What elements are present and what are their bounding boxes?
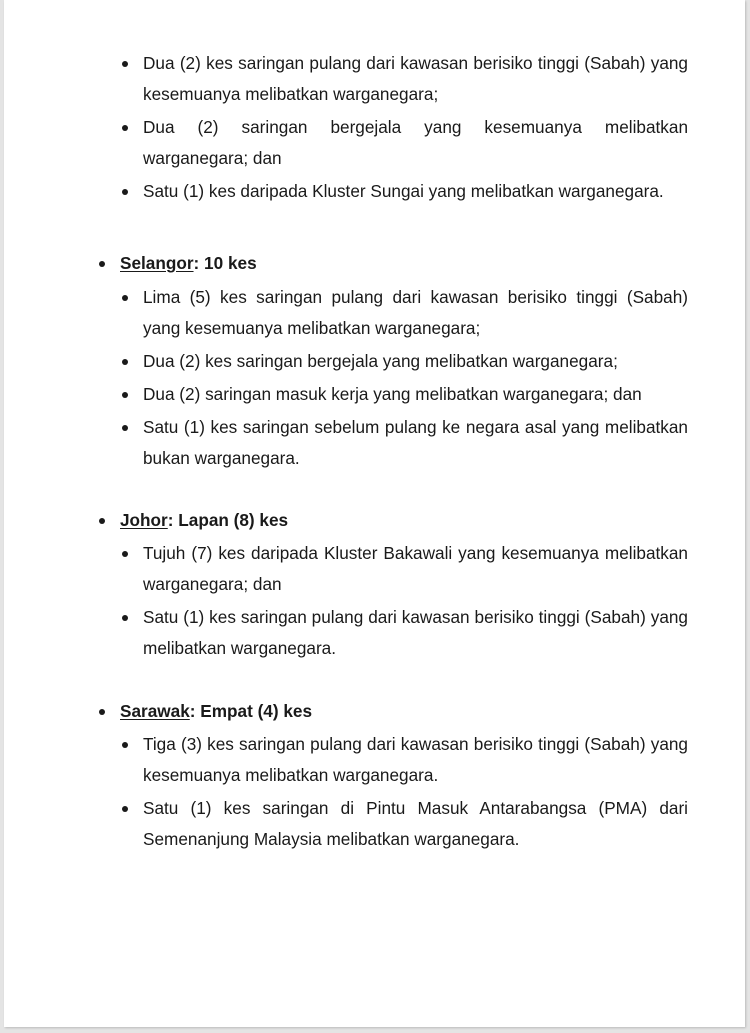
list-item-text: Dua (2) kes saringan pulang dari kawasan berisiko tinggi (Sabah) yang kesemuanya melibatkan warganegara; [143, 53, 688, 104]
list-item-text: Dua (2) kes saringan bergejala yang melibatkan warganegara; [143, 351, 618, 371]
state-heading [4, 248, 745, 279]
list-item-text: Tujuh (7) kes daripada Kluster Bakawali yang kesemuanya melibatkan warganegara; dan [143, 543, 688, 594]
selangor-case-list [4, 282, 745, 476]
list-item-text: Satu (1) kes saringan di Pintu Masuk Antarabangsa (PMA) dari Semenanjung Malaysia melibatkan warganegara. [143, 798, 688, 849]
state-separator: : [167, 510, 174, 530]
list-item [4, 602, 745, 664]
bullet-icon [122, 742, 128, 748]
state-name: Johor [120, 510, 168, 530]
sarawak-case-list [4, 729, 745, 857]
list-item-text: Tiga (3) kes saringan pulang dari kawasan berisiko tinggi (Sabah) yang kesemuanya melibatkan warganegara. [143, 734, 688, 785]
list-item [4, 48, 745, 110]
bullet-icon [122, 61, 128, 67]
bullet-icon [122, 392, 128, 398]
state-separator: : [193, 253, 200, 273]
state-name: Sarawak [120, 701, 190, 721]
list-item-text: Satu (1) kes saringan pulang dari kawasan berisiko tinggi (Sabah) yang melibatkan warganegara. [143, 607, 688, 658]
continued-case-list [4, 48, 745, 209]
list-item [4, 112, 745, 174]
state-heading [4, 696, 745, 727]
bullet-icon [122, 615, 128, 621]
list-item [4, 793, 745, 855]
list-item-text: Satu (1) kes saringan sebelum pulang ke negara asal yang melibatkan bukan warganegara. [143, 417, 688, 468]
bullet-icon [122, 359, 128, 365]
list-item [4, 346, 745, 377]
bullet-icon [99, 709, 105, 715]
bullet-icon [122, 425, 128, 431]
bullet-icon [99, 261, 105, 267]
bullet-icon [122, 125, 128, 131]
list-item [4, 176, 745, 207]
list-item [4, 729, 745, 791]
list-item [4, 379, 745, 410]
list-item [4, 282, 745, 344]
state-case-count: 10 kes [199, 253, 257, 273]
bullet-icon [122, 189, 128, 195]
bullet-icon [122, 295, 128, 301]
bullet-icon [99, 518, 105, 524]
state-section-selangor [4, 248, 745, 279]
list-item-text: Satu (1) kes daripada Kluster Sungai yang melibatkan warganegara. [143, 181, 664, 201]
state-name: Selangor [120, 253, 194, 273]
list-item-text: Lima (5) kes saringan pulang dari kawasan berisiko tinggi (Sabah) yang kesemuanya melibatkan warganegara; [143, 287, 688, 338]
state-heading [4, 505, 745, 536]
state-section-johor [4, 505, 745, 536]
bullet-icon [122, 806, 128, 812]
state-section-sarawak [4, 696, 745, 727]
state-separator: : [189, 701, 196, 721]
list-item-text: Dua (2) saringan masuk kerja yang melibatkan warganegara; dan [143, 384, 642, 404]
state-case-count: Lapan (8) kes [173, 510, 289, 530]
johor-case-list [4, 538, 745, 666]
document-page [4, 0, 745, 1027]
state-case-count: Empat (4) kes [195, 701, 313, 721]
bullet-icon [122, 551, 128, 557]
list-item [4, 412, 745, 474]
list-item-text: Dua (2) saringan bergejala yang kesemuanya melibatkan warganegara; dan [143, 117, 688, 168]
list-item [4, 538, 745, 600]
